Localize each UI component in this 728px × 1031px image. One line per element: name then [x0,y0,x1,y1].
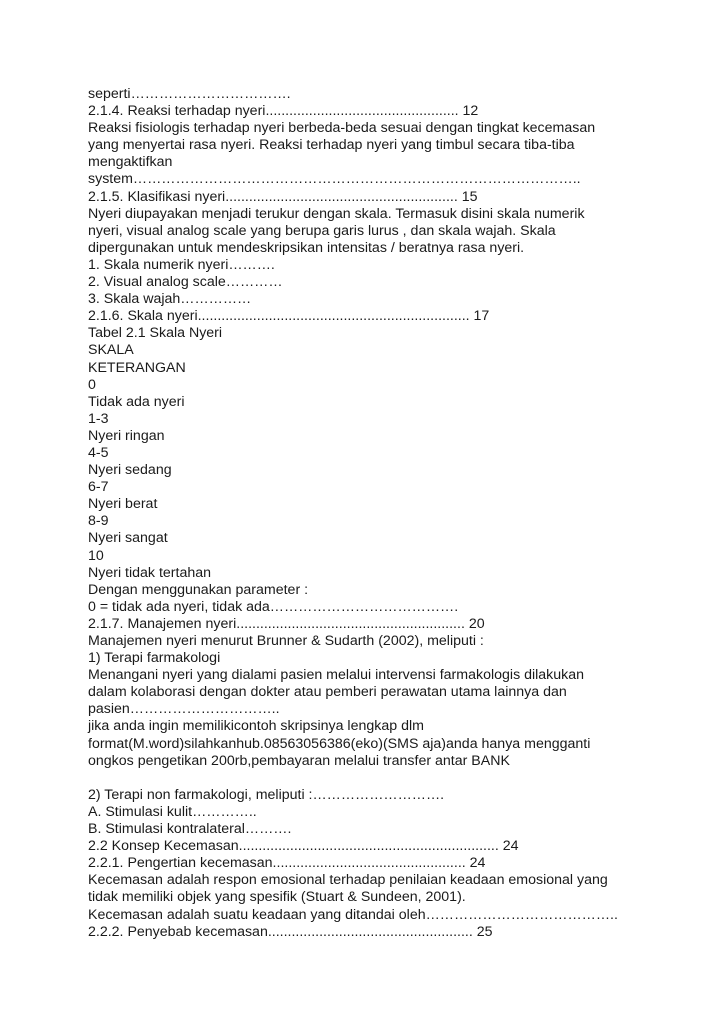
text-line: jika anda ingin memilikicontoh skripsinya lengkap dlm [88,718,424,735]
text-line: nyeri, visual analog scale yang berupa garis lurus , dan skala wajah. Skala [88,222,556,239]
text-line: B. Stimulasi kontralateral………. [88,821,292,838]
text-line: 0 = tidak ada nyeri, tidak ada…………………………………. [88,598,459,615]
text-line: 2.1.7. Manajemen nyeri.......................................................... 20 [88,615,485,632]
blank-line [88,770,708,787]
text-line: 2.2.2. Penyebab kecemasan.................................................... 25 [88,923,493,940]
document-page [88,86,708,941]
text-line: Tabel 2.1 Skala Nyeri [88,325,223,342]
text-line: 8-9 [88,513,109,530]
text-line: yang menyertai rasa nyeri. Reaksi terhadap nyeri yang timbul secara tiba-tiba [88,137,575,154]
text-line: seperti……………………………. [88,86,291,102]
text-line: 2.2.1. Pengertian kecemasan................................................. 24 [88,855,486,872]
text-line: 2.1.5. Klasifikasi nyeri........................................................... 15 [88,188,478,205]
text-line: 2.1.6. Skala nyeri..................................................................... 17 [88,308,490,325]
text-line: Nyeri ringan [88,427,165,444]
text-line: system………………………………………………………………………………….. [88,171,581,188]
text-line: Menangani nyeri yang dialami pasien melalui intervensi farmakologis dilakukan [88,667,585,684]
text-line: dalam kolaborasi dengan dokter atau pemberi perawatan utama lainnya dan [88,684,567,701]
text-line: Manajemen nyeri menurut Brunner & Sudarth (2002), meliputi : [88,633,484,649]
text-line: 6-7 [88,479,109,496]
text-line: 2.1.4. Reaksi terhadap nyeri................................................. 12 [88,103,479,120]
text-line: 1) Terapi farmakologi [88,650,221,667]
text-line: tidak memiliki objek yang spesifik (Stuart & Sundeen, 2001). [88,889,466,906]
text-line: SKALA [88,342,134,359]
text-line: 2) Terapi non farmakologi, meliputi :………………………. [88,786,445,803]
text-line: format(M.word)silahkanhub.08563056386(eko)(SMS aja)anda hanya mengganti [88,735,591,752]
text-line: pasien………………………….. [88,701,280,718]
text-line: Nyeri berat [88,496,158,513]
text-line: KETERANGAN [88,359,186,376]
text-line: mengaktifkan [88,154,173,171]
text-line: Nyeri diupayakan menjadi terukur dengan skala. Termasuk disini skala numerik [88,205,585,222]
text-line: Dengan menggunakan parameter : [88,581,309,598]
text-line: Tidak ada nyeri [88,393,185,410]
text-line: 4-5 [88,444,109,461]
text-line: A. Stimulasi kulit………….. [88,803,257,820]
text-line: dipergunakan untuk mendeskripsikan intensitas / beratnya rasa nyeri. [88,239,525,256]
text-line: 10 [88,547,104,564]
text-line: 0 [88,376,96,393]
text-line: 2. Visual analog scale………… [88,274,283,291]
text-line: Kecemasan adalah suatu keadaan yang ditandai oleh………………………………….. [88,906,618,923]
text-line: Kecemasan adalah respon emosional terhadap penilaian keadaan emosional yang [88,872,608,889]
text-line: 1-3 [88,410,109,427]
text-line: Nyeri tidak tertahan [88,564,212,581]
text-line: Nyeri sangat [88,530,168,547]
text-line: Nyeri sedang [88,462,172,479]
text-line: 2.2 Konsep Kecemasan.................................................................. 24 [88,838,519,855]
text-line: ongkos pengetikan 200rb,pembayaran melalui transfer antar BANK [88,752,510,769]
text-line: Reaksi fisiologis terhadap nyeri berbeda-beda sesuai dengan tingkat kecemasan [88,120,596,137]
text-line: 1. Skala numerik nyeri………. [88,256,275,273]
text-line: 3. Skala wajah…………… [88,291,252,308]
